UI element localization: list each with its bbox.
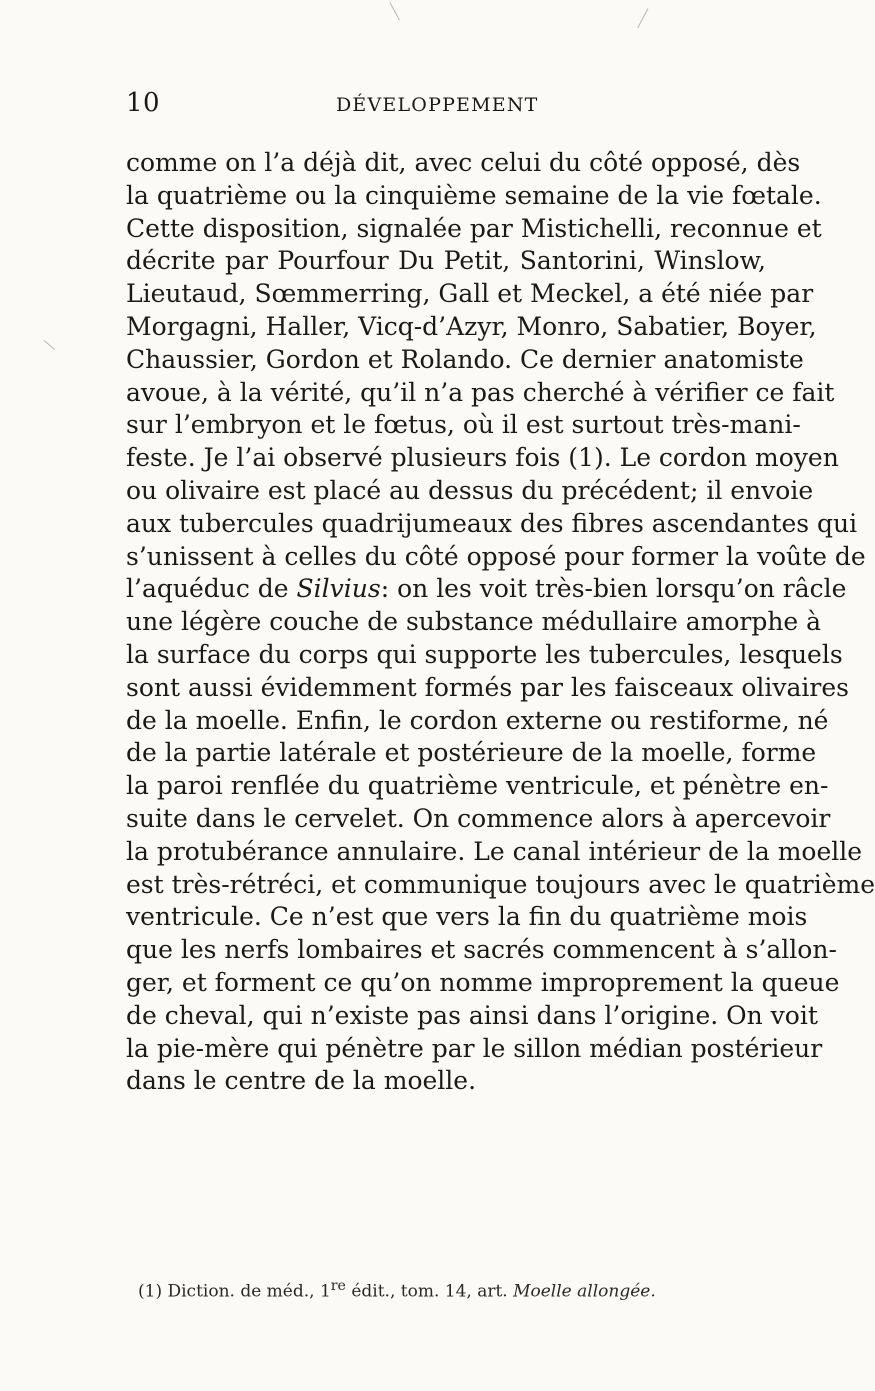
text-line: aux tubercules quadrijumeaux des fibres ascendantes qui — [126, 508, 858, 538]
text-line: dans le centre de la moelle. — [126, 1066, 477, 1096]
footnote-text: (1) Diction. de méd., 1 — [138, 1281, 331, 1302]
text-line: la paroi renflée du quatrième ventricule, et pénètre en- — [126, 771, 829, 801]
text-line: une légère couche de substance médullaire amorphe à — [126, 607, 822, 637]
text-line: de la moelle. Enfin, le cordon externe ou restiforme, né — [126, 705, 829, 735]
text-line: comme on l’a déjà dit, avec celui du côté opposé, dès — [126, 148, 801, 177]
text-line: de cheval, qui n’existe pas ainsi dans l’origine. On voit — [126, 1000, 818, 1030]
text-line: sont aussi évidemment formés par les faisceaux olivaires — [126, 672, 849, 702]
text-line: ou olivaire est placé au dessus du précédent; il envoie — [126, 475, 814, 505]
text-line: ger, et forment ce qu’on nomme improprement la queue — [126, 967, 840, 997]
text-line: Lieutaud, Sœmmerring, Gall et Meckel, a été niée par — [126, 279, 814, 309]
footnote-text: édit., tom. 14, art. — [345, 1281, 514, 1302]
footnote-superscript: re — [330, 1278, 346, 1294]
text-line: la quatrième ou la cinquième semaine de la vie fœtale. — [126, 180, 822, 210]
page-number: 10 — [126, 88, 161, 118]
body-text — [126, 147, 875, 1098]
scan-mark — [390, 2, 400, 20]
text-line: Chaussier, Gordon et Rolando. Ce dernier anatomiste — [126, 344, 804, 374]
text-line: la surface du corps qui supporte les tubercules, lesquels — [126, 639, 843, 669]
text-line: la pie-mère qui pénètre par le sillon médian postérieur — [126, 1033, 823, 1063]
page-header — [126, 88, 746, 128]
text-segment: : on les voit très-bien lorsqu’on râcle — [380, 574, 847, 604]
scan-mark — [44, 340, 55, 350]
scan-mark — [637, 8, 648, 28]
text-line: ventricule. Ce n’est que vers la fin du quatrième mois — [126, 902, 808, 932]
text-line: la protubérance annulaire. Le canal intérieur de la moelle — [126, 836, 863, 866]
text-line: de la partie latérale et postérieure de la moelle, forme — [126, 738, 817, 768]
text-line: est très-rétréci, et communique toujours avec le quatrième — [126, 869, 875, 899]
text-line-with-italic — [126, 573, 847, 606]
text-line: que les nerfs lombaires et sacrés commencent à s’allon- — [126, 935, 837, 965]
text-line: s’unissent à celles du côté opposé pour former la voûte de — [126, 541, 866, 571]
text-segment: l’aquéduc de — [126, 574, 297, 604]
text-line: Morgagni, Haller, Vicq-d’Azyr, Monro, Sabatier, Boyer, — [126, 311, 817, 341]
text-line: Cette disposition, signalée par Mistichelli, reconnue et — [126, 213, 822, 243]
text-line: suite dans le cervelet. On commence alors à apercevoir — [126, 803, 831, 833]
footnote-article-title: Moelle allongée. — [513, 1281, 656, 1302]
italic-term: Silvius — [296, 574, 381, 604]
text-line: sur l’embryon et le fœtus, où il est surtout très-mani- — [126, 410, 801, 440]
text-line: avoue, à la vérité, qu’il n’a pas cherché à vérifier ce fait — [126, 377, 835, 407]
text-line: décrite par Pourfour Du Petit, Santorini, Winslow, — [126, 246, 766, 276]
text-line: feste. Je l’ai observé plusieurs fois (1). Le cordon moyen — [126, 443, 839, 473]
footnote — [138, 1278, 758, 1302]
running-head: DÉVELOPPEMENT — [336, 94, 539, 116]
